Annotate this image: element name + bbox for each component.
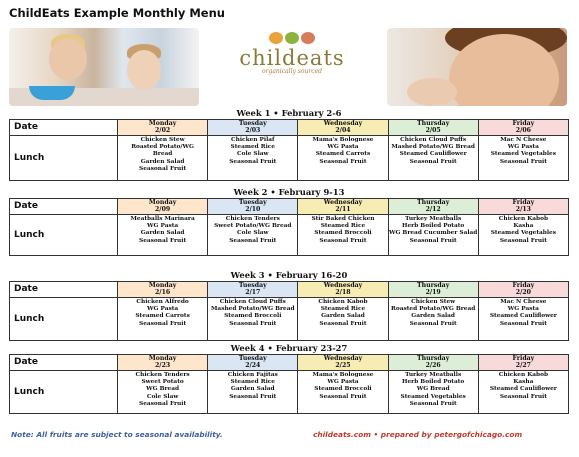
date-row <box>10 282 569 298</box>
day-name: Wednesday <box>323 282 363 289</box>
day-header <box>388 282 478 298</box>
day-header <box>118 355 208 371</box>
lunch-cell <box>388 135 478 180</box>
date-row <box>10 120 569 136</box>
meal-item: Garden Salad <box>230 386 275 393</box>
lunch-cell <box>478 214 568 255</box>
meal-item: Mama's Bolognese <box>312 371 374 378</box>
meal-item: Turkey Meatballs <box>405 371 462 378</box>
lunch-cell <box>388 297 478 340</box>
week-1-section <box>9 108 569 181</box>
lunch-cell <box>118 297 208 340</box>
meal-item: Steamed Carrots <box>135 313 190 320</box>
meal-item: Seasonal Fruit <box>319 320 367 327</box>
date-label: Date <box>10 282 118 298</box>
meal-item: Mashed Potato/WG Bread <box>391 144 475 150</box>
day-name: Thursday <box>417 199 450 206</box>
meal-item: Seasonal Fruit <box>139 320 187 327</box>
day-date: 2/26 <box>425 362 441 370</box>
meal-item: WG Bread <box>416 386 450 393</box>
heart-icon <box>285 32 299 44</box>
day-name: Wednesday <box>323 199 363 206</box>
meal-item: Chicken Cloud Puffs <box>219 298 286 305</box>
meal-item: Meatballs Marinara <box>130 215 195 222</box>
day-date: 2/12 <box>425 206 441 214</box>
meal-item: Sweet Potato <box>141 379 184 385</box>
date-label: Date <box>10 199 118 215</box>
meal-item: Roasted Potato/WG Bread <box>391 306 476 312</box>
day-header <box>388 355 478 371</box>
date-label: Date <box>10 355 118 371</box>
meal-item: Seasonal Fruit <box>229 393 277 400</box>
page-title: ChildEats Example Monthly Menu <box>9 6 225 20</box>
meal-item: Seasonal Fruit <box>499 320 547 327</box>
meal-item: Chicken Kabob <box>498 215 548 222</box>
day-name: Monday <box>148 120 177 127</box>
week-title: Week 3 • February 16-20 <box>230 270 348 280</box>
meal-item: Steamed Cauliflower <box>489 313 557 320</box>
lunch-label: Lunch <box>10 297 118 340</box>
lunch-row <box>10 297 569 340</box>
meal-item: Mac N Cheese <box>500 136 547 143</box>
lunch-row <box>10 370 569 413</box>
meal-item: Chicken Kabob <box>498 371 548 378</box>
day-name: Wednesday <box>323 355 363 362</box>
day-date: 2/24 <box>245 362 261 370</box>
meal-item: Steamed Vegetables <box>490 151 556 158</box>
day-name: Friday <box>512 120 535 127</box>
meal-item: WG Bread <box>146 386 180 393</box>
meal-item: Seasonal Fruit <box>409 237 457 244</box>
day-name: Thursday <box>417 120 450 127</box>
week-menu-table <box>9 354 569 414</box>
date-row <box>10 355 569 371</box>
lunch-cell <box>388 370 478 413</box>
day-header <box>478 282 568 298</box>
day-name: Thursday <box>417 355 450 362</box>
meal-item: Steamed Rice <box>320 223 366 229</box>
toddlers-eating-photo <box>9 28 199 106</box>
meal-item: Kasha <box>513 223 534 229</box>
meal-item: Chicken Stew <box>411 298 456 305</box>
lunch-cell <box>298 370 388 413</box>
meal-item: Seasonal Fruit <box>499 393 547 400</box>
meal-item: Seasonal Fruit <box>139 401 187 408</box>
meal-item: Cole Slaw <box>146 393 179 400</box>
week-menu-table <box>9 119 569 181</box>
day-header <box>208 355 298 371</box>
day-date: 2/19 <box>425 289 441 297</box>
meal-item: Herb Boiled Potato <box>402 223 465 229</box>
meal-item: Steamed Vegetables <box>400 393 466 400</box>
day-date: 2/04 <box>335 127 351 135</box>
week-menu-table <box>9 198 569 256</box>
meal-item: Roasted Potato/WG <box>131 144 194 150</box>
day-header <box>298 120 388 136</box>
day-header <box>118 282 208 298</box>
footer-credit[interactable]: childeats.com • prepared by petergofchicago.com <box>313 430 523 439</box>
meal-item: WG Pasta <box>327 144 359 150</box>
day-name: Friday <box>512 282 535 289</box>
lunch-cell <box>298 297 388 340</box>
lunch-cell <box>298 214 388 255</box>
meal-item: WG Pasta <box>327 379 359 385</box>
day-name: Monday <box>148 355 177 362</box>
meal-item: Chicken Cloud Puffs <box>400 136 467 143</box>
day-date: 2/18 <box>335 289 351 297</box>
week-title: Week 1 • February 2-6 <box>236 108 342 118</box>
meal-item: Chicken Pilaf <box>231 136 275 143</box>
meal-item: Steamed Carrots <box>315 151 371 158</box>
lunch-cell <box>208 135 298 180</box>
day-name: Tuesday <box>238 282 267 289</box>
meal-item: Cole Slaw <box>237 151 269 158</box>
meal-item: Seasonal Fruit <box>409 320 457 327</box>
meal-item: Seasonal Fruit <box>139 237 187 244</box>
day-name: Monday <box>148 282 177 289</box>
day-date: 2/13 <box>515 206 531 214</box>
day-date: 2/06 <box>515 127 531 135</box>
day-header <box>208 120 298 136</box>
heart-icon <box>301 32 315 44</box>
day-header <box>208 282 298 298</box>
meal-item: Garden Salad <box>140 230 185 237</box>
meal-item: Kasha <box>513 379 534 385</box>
lunch-row <box>10 214 569 255</box>
meal-item: Mama's Bolognese <box>312 136 374 143</box>
day-header <box>298 199 388 215</box>
lunch-label: Lunch <box>10 135 118 180</box>
day-date: 2/16 <box>155 289 171 297</box>
meal-item: Seasonal Fruit <box>319 237 367 244</box>
heart-icon <box>269 32 283 44</box>
day-date: 2/05 <box>425 127 441 135</box>
week-title: Week 2 • February 9-13 <box>233 187 345 197</box>
day-header <box>208 199 298 215</box>
day-name: Friday <box>512 199 535 206</box>
day-header <box>298 355 388 371</box>
day-date: 2/17 <box>245 289 261 297</box>
meal-item: Seasonal Fruit <box>229 237 277 244</box>
lunch-cell <box>118 214 208 255</box>
meal-item: Seasonal Fruit <box>409 158 457 165</box>
meal-item: Stir Baked Chicken <box>311 215 375 222</box>
day-header <box>388 120 478 136</box>
meal-item: Seasonal Fruit <box>409 401 457 408</box>
lunch-cell <box>118 370 208 413</box>
meal-item: WG Pasta <box>507 144 539 150</box>
childeats-logo <box>233 30 351 100</box>
meal-item: Bread <box>152 151 173 158</box>
meal-item: WG Pasta <box>507 306 539 312</box>
meal-item: Seasonal Fruit <box>229 320 277 327</box>
meal-item: Seasonal Fruit <box>229 158 277 165</box>
meal-item: Steamed Rice <box>230 379 275 385</box>
meal-item: Chicken Kabob <box>318 298 368 305</box>
day-name: Wednesday <box>323 120 363 127</box>
meal-item: WG Pasta <box>147 306 179 312</box>
day-date: 2/27 <box>515 362 531 370</box>
meal-item: Steamed Broccoli <box>314 386 372 393</box>
meal-item: Steamed Broccoli <box>314 230 372 237</box>
meal-item: Garden Salad <box>321 313 365 320</box>
date-row <box>10 199 569 215</box>
day-name: Thursday <box>417 282 450 289</box>
meal-item: Chicken Fajitas <box>227 371 278 378</box>
meal-item: WG Bread Cucumber Salad <box>388 230 478 237</box>
day-name: Tuesday <box>238 199 267 206</box>
week-title: Week 4 • February 23-27 <box>230 343 348 353</box>
lunch-cell <box>478 297 568 340</box>
meal-item: Seasonal Fruit <box>139 166 187 173</box>
day-header <box>478 120 568 136</box>
lunch-cell <box>208 214 298 255</box>
lunch-cell <box>118 135 208 180</box>
week-4-section <box>9 343 569 414</box>
meal-item: Steamed Broccoli <box>224 313 282 320</box>
week-2-section <box>9 187 569 256</box>
meal-item: Herb Boiled Potato <box>402 379 465 385</box>
day-date: 2/20 <box>515 289 531 297</box>
meal-item: Steamed Cauliflower <box>399 151 467 158</box>
day-date: 2/10 <box>245 206 261 214</box>
meal-item: Chicken Stew <box>140 136 185 143</box>
meal-item: Steamed Vegetables <box>490 230 556 237</box>
meal-item: Chicken Tenders <box>135 371 190 378</box>
meal-item: Steamed Cauliflower <box>489 386 557 393</box>
meal-item: WG Pasta <box>147 223 179 229</box>
day-header <box>388 199 478 215</box>
day-date: 2/23 <box>155 362 171 370</box>
date-label: Date <box>10 120 118 136</box>
lunch-cell <box>208 370 298 413</box>
meal-item: Seasonal Fruit <box>499 237 547 244</box>
lunch-cell <box>208 297 298 340</box>
meal-item: Chicken Alfredo <box>136 298 189 305</box>
logo-tagline: organically sourced <box>262 68 322 75</box>
meal-item: Turkey Meatballs <box>405 215 462 222</box>
meal-item: Seasonal Fruit <box>499 158 547 165</box>
day-date: 2/02 <box>155 127 171 135</box>
day-header <box>298 282 388 298</box>
lunch-label: Lunch <box>10 370 118 413</box>
lunch-row <box>10 135 569 180</box>
meal-item: Chicken Tenders <box>225 215 280 222</box>
meal-item: Mashed Potato/WG Bread <box>211 306 295 312</box>
lunch-cell <box>478 135 568 180</box>
day-name: Tuesday <box>238 355 267 362</box>
lunch-cell <box>298 135 388 180</box>
day-name: Tuesday <box>238 120 267 127</box>
meal-item: Steamed Rice <box>230 144 275 150</box>
meal-item: Mac N Cheese <box>500 298 547 305</box>
day-name: Friday <box>512 355 535 362</box>
logo-wordmark: childeats <box>239 46 345 70</box>
meal-item: Steamed Rice <box>320 306 366 312</box>
meal-item: Seasonal Fruit <box>319 393 367 400</box>
day-date: 2/25 <box>335 362 351 370</box>
footer-note: Note: All fruits are subject to seasonal availability. <box>11 430 223 439</box>
week-3-section <box>9 270 569 341</box>
day-header <box>478 199 568 215</box>
meal-item: Garden Salad <box>140 158 185 165</box>
day-header <box>478 355 568 371</box>
day-name: Monday <box>148 199 177 206</box>
meal-item: Cole Slaw <box>237 230 269 237</box>
day-date: 2/11 <box>335 206 351 214</box>
day-header <box>118 199 208 215</box>
lunch-cell <box>388 214 478 255</box>
day-date: 2/03 <box>245 127 261 135</box>
meal-item: Garden Salad <box>411 313 455 320</box>
meal-item: Seasonal Fruit <box>319 158 367 165</box>
lunch-label: Lunch <box>10 214 118 255</box>
meal-item: Sweet Potato/WG Bread <box>214 223 292 229</box>
day-header <box>118 120 208 136</box>
child-eating-photo <box>387 28 567 106</box>
lunch-cell <box>478 370 568 413</box>
week-menu-table <box>9 281 569 341</box>
heart-icons <box>233 32 351 44</box>
day-date: 2/09 <box>155 206 171 214</box>
